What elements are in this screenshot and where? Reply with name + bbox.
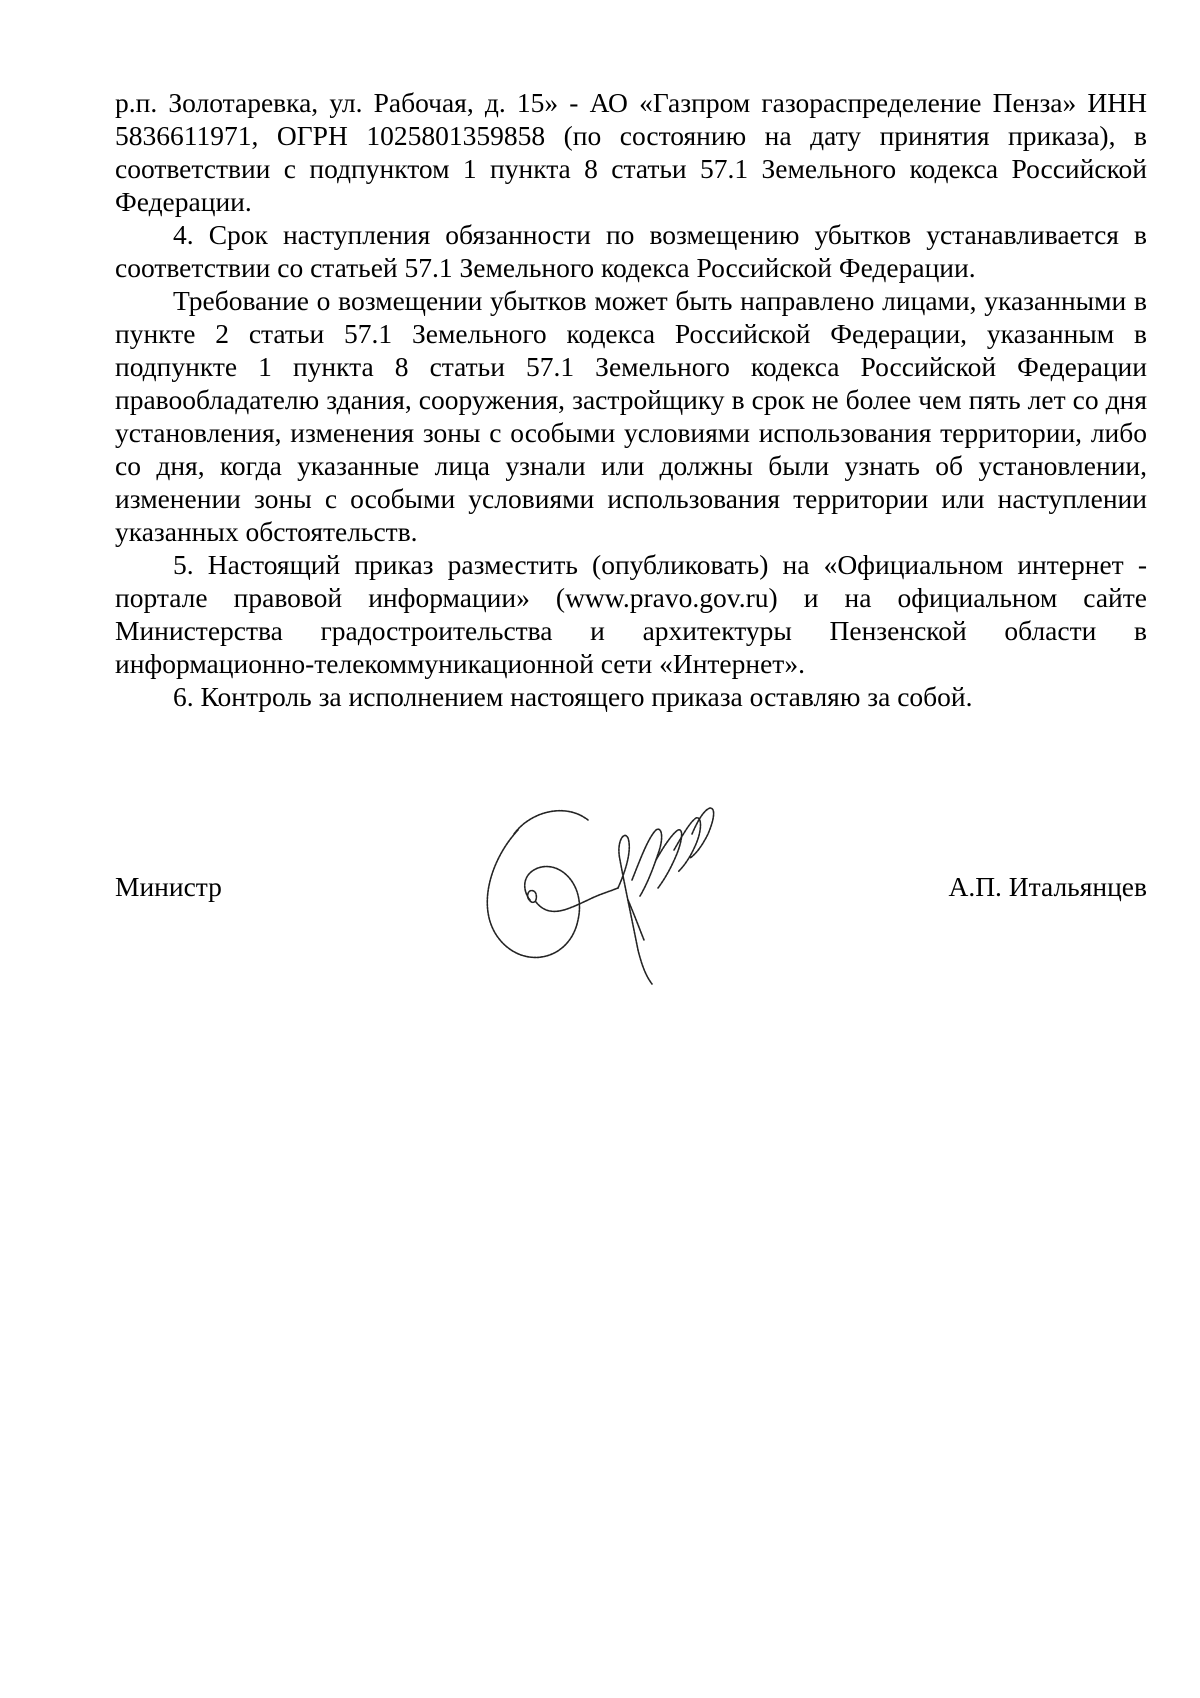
signatory-title: Министр [115, 871, 222, 902]
paragraph-compensation-claim: Требование о возмещении убытков может быть направлено лицами, указанными в пункте 2 статьи 57.1 Земельного кодекса Российской Федерации, указанным в подпункте 1 пункта 8 статьи 57.1 Земельного кодекса Российской Федерации правообладателю здания, сооружения, застройщику в срок не более чем пять лет со дня установления, изменения зоны с особыми условиями использования территории, либо со дня, когда указанные лица узнали или должны были узнать об установлении, изменении зоны с особыми условиями использования территории или наступлении указанных обстоятельств. [115, 285, 1147, 547]
paragraph-address-continuation: р.п. Золотаревка, ул. Рабочая, д. 15» - АО «Газпром газораспределение Пенза» ИНН 5836611971, ОГРН 1025801359858 (по состоянию на дату принятия приказа), в соответствии с подпунктом 1 пункта 8 статьи 57.1 Земельного кодекса Российской Федерации. [115, 87, 1147, 217]
paragraph-item-6: 6. Контроль за исполнением настоящего приказа оставляю за собой. [173, 681, 973, 712]
paragraph-item-4: 4. Срок наступления обязанности по возмещению убытков устанавливается в соответствии со статьей 57.1 Земельного кодекса Российской Федерации. [115, 219, 1147, 283]
handwritten-signature [470, 790, 740, 990]
document-body [115, 86, 1147, 713]
signatory-name: А.П. Итальянцев [948, 871, 1147, 902]
paragraph-item-5: 5. Настоящий приказ разместить (опубликовать) на «Официальном интернет - портале правовой информации» (www.pravo.gov.ru) и на официальном сайте Министерства градостроительства и архитектуры Пензенской области в информационно-телекоммуникационной сети «Интернет». [115, 549, 1147, 679]
